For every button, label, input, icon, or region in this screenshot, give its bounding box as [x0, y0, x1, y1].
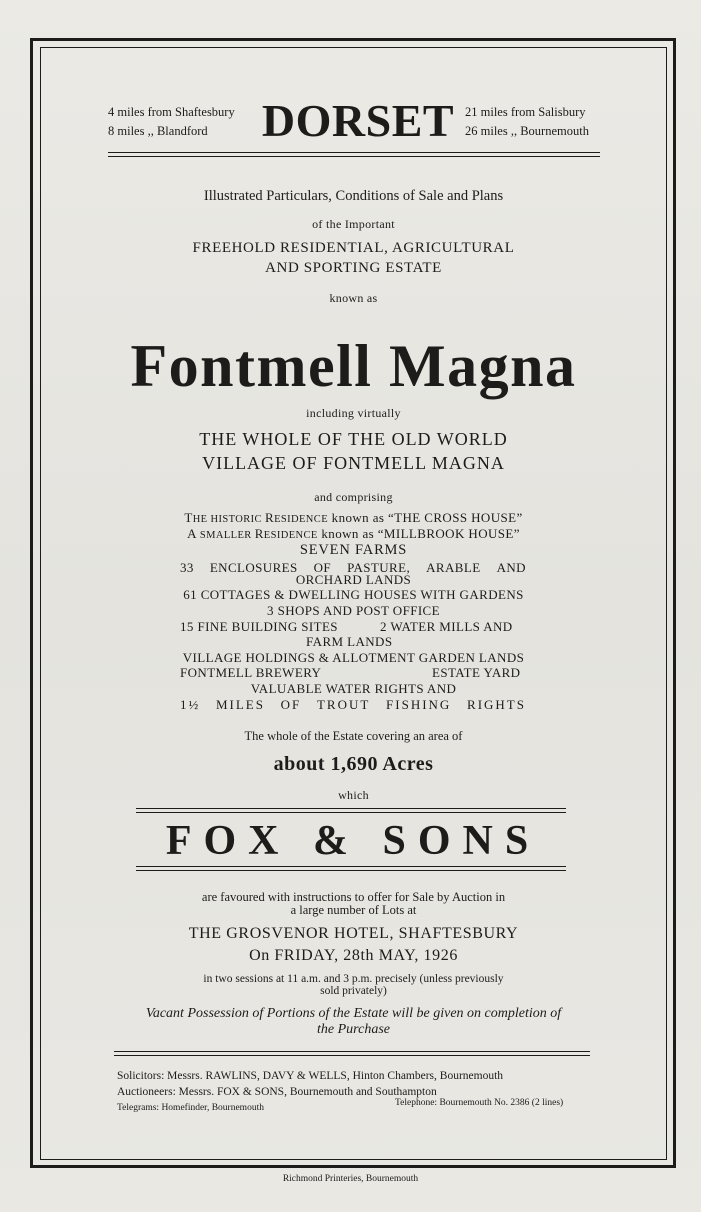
trout-word: RIGHTS: [467, 697, 526, 712]
area-line: The whole of the Estate covering an area of: [244, 729, 463, 743]
distance-right-1: 21 miles from Salisbury: [465, 105, 586, 119]
fox-rule-top-1: [136, 808, 566, 809]
intro-line-2: of the Important: [312, 217, 395, 231]
estate-name-title: Fontmell Magna: [130, 333, 577, 399]
intro-line-3: FREEHOLD RESIDENTIAL, AGRICULTURAL: [192, 240, 515, 256]
enclosures-word: OF: [313, 560, 332, 575]
item-trout-fishing-row: [180, 697, 526, 712]
intro-line-1: Illustrated Particulars, Conditions of Sale and Plans: [203, 188, 504, 204]
vacant-possession-2: the Purchase: [317, 1022, 390, 1037]
area-acres: about 1,690 Acres: [273, 753, 434, 775]
item-cross-house-sc2: ESIDENCE: [274, 514, 329, 525]
item-shops: 3 SHOPS AND POST OFFICE: [267, 603, 440, 618]
sale-line-1: are favoured with instructions to offer for Sale by Auction in: [201, 890, 506, 904]
sale-sessions-1: in two sessions at 11 a.m. and 3 p.m. precisely (unless previously: [203, 973, 504, 985]
village-line-1: including virtually: [306, 406, 401, 420]
item-water-rights: VALUABLE WATER RIGHTS AND: [250, 681, 457, 696]
auctioneers-line: Auctioneers: Messrs. FOX & SONS, Bournemouth and Southampton: [117, 1086, 437, 1098]
item-water-mills: 2 WATER MILLS AND: [380, 619, 513, 634]
header-rule-1: [108, 152, 600, 153]
item-cross-house-rest: known as “THE CROSS HOUSE”: [328, 510, 523, 525]
county-heading: DORSET: [261, 95, 455, 146]
village-line-3: VILLAGE OF FONTMELL MAGNA: [202, 453, 505, 473]
village-line-2: THE WHOLE OF THE OLD WORLD: [199, 429, 508, 449]
fox-rule-top-2: [136, 812, 566, 813]
printer-credit: Richmond Printeries, Bournemouth: [282, 1174, 419, 1184]
item-cross-house-sc-cap: T: [184, 510, 193, 525]
item-village-holdings: VILLAGE HOLDINGS & ALLOTMENT GARDEN LANDS: [182, 650, 525, 665]
item-seven-farms: SEVEN FARMS: [299, 542, 408, 558]
enclosures-word: ENCLOSURES: [209, 560, 298, 575]
trout-word: OF: [280, 697, 302, 712]
fox-rule-bottom-1: [136, 866, 566, 867]
trout-word: TROUT: [316, 697, 371, 712]
sale-date: On FRIDAY, 28th MAY, 1926: [249, 947, 458, 964]
footer-rule-1: [114, 1051, 590, 1052]
trout-word: 1½: [180, 697, 201, 712]
enclosures-word: AND: [496, 560, 526, 575]
item-cottages: 61 COTTAGES & DWELLING HOUSES WITH GARDENS: [183, 587, 524, 602]
item-orchard-lands: ORCHARD LANDS: [295, 572, 412, 587]
distance-left-1: 4 miles from Shaftesbury: [108, 105, 235, 119]
footer-rule-2: [114, 1055, 590, 1056]
area-which: which: [338, 788, 369, 802]
distance-right-2: 26 miles ,, Bournemouth: [465, 124, 589, 138]
intro-line-5: known as: [329, 291, 378, 305]
item-millbrook-sc-cap: A: [187, 526, 197, 541]
item-cross-house: [40, 510, 667, 527]
telegrams-line: Telegrams: Homefinder, Bournemouth: [117, 1103, 264, 1113]
item-millbrook-house: [40, 526, 667, 543]
intro-line-4: AND SPORTING ESTATE: [265, 260, 442, 276]
item-cross-house-sc2-cap: R: [264, 510, 275, 525]
telephone-line: Telephone: Bournemouth No. 2386 (2 lines): [395, 1098, 564, 1108]
enclosures-word: ARABLE: [426, 560, 481, 575]
item-brewery: FONTMELL BREWERY: [180, 665, 322, 680]
item-estate-yard: ESTATE YARD: [432, 665, 521, 680]
auctioneer-name: FOX & SONS: [165, 818, 541, 864]
item-farm-lands: FARM LANDS: [306, 634, 393, 649]
sale-line-2: a large number of Lots at: [290, 903, 417, 917]
item-millbrook-rest: known as “MILLBROOK HOUSE”: [317, 526, 520, 541]
sale-sessions-2: sold privately): [320, 985, 387, 997]
sale-venue: THE GROSVENOR HOTEL, SHAFTESBURY: [188, 925, 519, 942]
village-line-4: and comprising: [314, 490, 393, 504]
fox-rule-bottom-2: [136, 870, 566, 871]
enclosures-word: PASTURE,: [347, 560, 411, 575]
item-millbrook-sc2: ESIDENCE: [263, 530, 318, 541]
trout-word: FISHING: [386, 697, 452, 712]
solicitors-line: Solicitors: Messrs. RAWLINS, DAVY & WELLS, Hinton Chambers, Bournemouth: [117, 1070, 504, 1082]
distance-left-2: 8 miles ,, Blandford: [108, 124, 208, 138]
item-building-sites: 15 FINE BUILDING SITES: [180, 619, 338, 634]
item-cross-house-sc: HE HISTORIC: [192, 514, 265, 525]
vacant-possession-1: Vacant Possession of Portions of the Estate will be given on completion of: [145, 1006, 562, 1021]
trout-word: MILES: [215, 697, 265, 712]
enclosures-word: 33: [180, 560, 194, 575]
item-millbrook-sc2-cap: R: [254, 526, 264, 541]
header-rule-2: [108, 156, 600, 157]
item-millbrook-sc: SMALLER: [196, 530, 255, 541]
